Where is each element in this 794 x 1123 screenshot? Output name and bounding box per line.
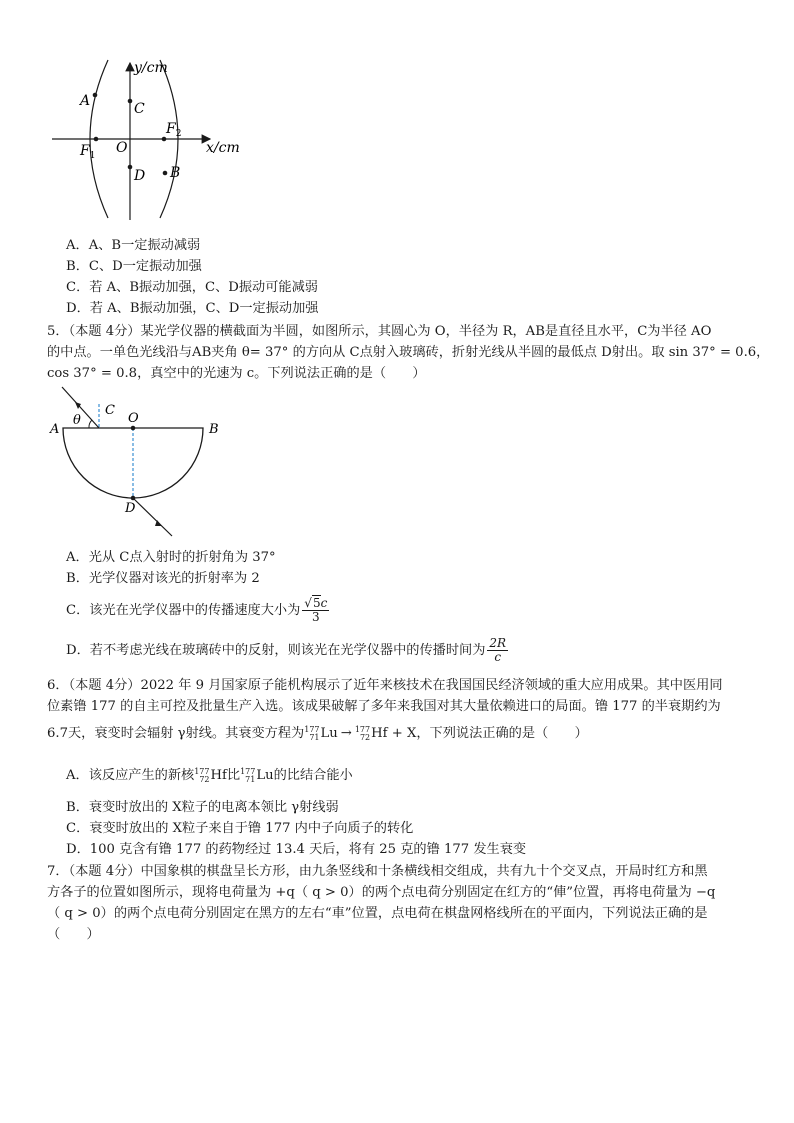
- q6-option-d: D．100 克含有镥 177 的药物经过 13.4 天后，将有 25 克的镥 177 发生衰变: [66, 842, 527, 857]
- point-c: [128, 99, 133, 104]
- q6-option-a: A．该反应产生的新核 177 72 Hf比 177 71 Lu的比结合能小: [66, 766, 353, 784]
- q6-option-b: B．衰变时放出的 X粒子的电离本领比 γ射线弱: [66, 800, 339, 815]
- speed-fraction: $\frac{√5c}{3}$: [304, 596, 328, 624]
- q5-option-a: A．光从 C点入射时的折射角为 37°: [66, 550, 276, 565]
- q6-option-c: C．衰变时放出的 X粒子来自于镥 177 内中子向质子的转化: [66, 821, 414, 836]
- point-a: [93, 93, 98, 98]
- origin-label: O: [116, 140, 128, 156]
- point-b: [163, 171, 168, 176]
- lu-nuclide-notation: 177 71: [304, 724, 320, 742]
- q6-stem-line-3: 6.7天，衰变时会辐射 γ射线。其衰变方程为 177 71 Lu → 177 72 Hf + X，下列说法正确的是（ ）: [47, 724, 588, 742]
- q5-option-c: C．该光在光学仪器中的传播速度大小为 $\frac{√5c}{3}$: [66, 596, 328, 624]
- semicircle-prism-figure: [45, 384, 235, 544]
- time-fraction: $\frac{2R}{c}$: [489, 636, 507, 664]
- label-theta: θ: [73, 413, 81, 428]
- q4-option-d: D．若 A、B振动加强，C、D一定振动加强: [66, 301, 319, 316]
- hf-nuclide-notation: 177 72: [354, 724, 371, 742]
- point-c-label: C: [134, 101, 145, 117]
- label-o: O: [128, 411, 139, 426]
- q5-option-d: D．若不考虑光线在玻璃砖中的反射，则该光在光学仪器中的传播时间为 $\frac{2R}{c}$: [66, 636, 507, 664]
- q4-option-a: A．A、B一定振动减弱: [66, 238, 201, 253]
- point-b-label: B: [170, 165, 181, 181]
- point-d: [128, 165, 133, 170]
- q5-stem-line-1: 5．（本题 4分）某光学仪器的横截面为半圆，如图所示，其圆心为 O，半径为 R，AB是直径且水平，C为半径 AO: [47, 324, 712, 339]
- y-axis-label: y/cm: [134, 60, 168, 76]
- exit-ray: [133, 498, 172, 536]
- q4-option-c: C．若 A、B振动加强，C、D振动可能减弱: [66, 280, 318, 295]
- point-f1: [94, 137, 99, 142]
- focus-1-label: $F_1$: [80, 143, 96, 161]
- q7-stem-line-4: （ ）: [47, 927, 100, 942]
- point-o: [131, 426, 136, 431]
- q6-stem-line-1: 6．（本题 4分）2022 年 9 月国家原子能机构展示了近年来核技术在我国国民经济领域的重大应用成果。其中医用同: [47, 678, 723, 693]
- point-a-label: A: [80, 93, 91, 109]
- theta-arc: [89, 420, 92, 428]
- label-c: C: [105, 403, 115, 418]
- q7-stem-line-3: （ q > 0）的两个点电荷分别固定在黑方的左右“車”位置，点电荷在棋盘网格线所在的平面内，下列说法正确的是: [47, 906, 708, 921]
- q5-stem-line-3: cos 37° = 0.8，真空中的光速为 c。下列说法正确的是（ ）: [47, 366, 426, 381]
- q7-stem-line-2: 方各子的位置如图所示，现将电荷量为 +q（ q > 0）的两个点电荷分别固定在红方的“俥”位置，再将电荷量为 −q: [47, 885, 716, 900]
- q6-stem-line-2: 位素镥 177 的自主可控及批量生产入选。该成果破解了多年来我国对其大量依赖进口的局面。镥 177 的半衰期约为: [47, 699, 721, 714]
- point-f2: [162, 137, 167, 142]
- focus-2-label: $F_2$: [166, 121, 182, 139]
- q5-stem-line-2: 的中点。一单色光线沿与AB夹角 θ= 37° 的方向从 C点射入玻璃砖，折射光线从半圆的最低点 D射出。取 sin 37° = 0.6，: [47, 345, 770, 360]
- label-b: B: [209, 422, 219, 437]
- wave-interference-figure: [40, 55, 280, 230]
- point-d: [131, 496, 136, 501]
- q7-stem-line-1: 7．（本题 4分）中国象棋的棋盘呈长方形，由九条竖线和十条横线相交组成，共有九十个交叉点，开局时红方和黑: [47, 864, 708, 879]
- label-d: D: [125, 501, 136, 516]
- x-axis-label: x/cm: [206, 140, 240, 156]
- label-a: A: [50, 422, 60, 437]
- q5-option-b: B．光学仪器对该光的折射率为 2: [66, 571, 260, 586]
- q4-option-b: B．C、D一定振动加强: [66, 259, 202, 274]
- point-d-label: D: [134, 168, 146, 184]
